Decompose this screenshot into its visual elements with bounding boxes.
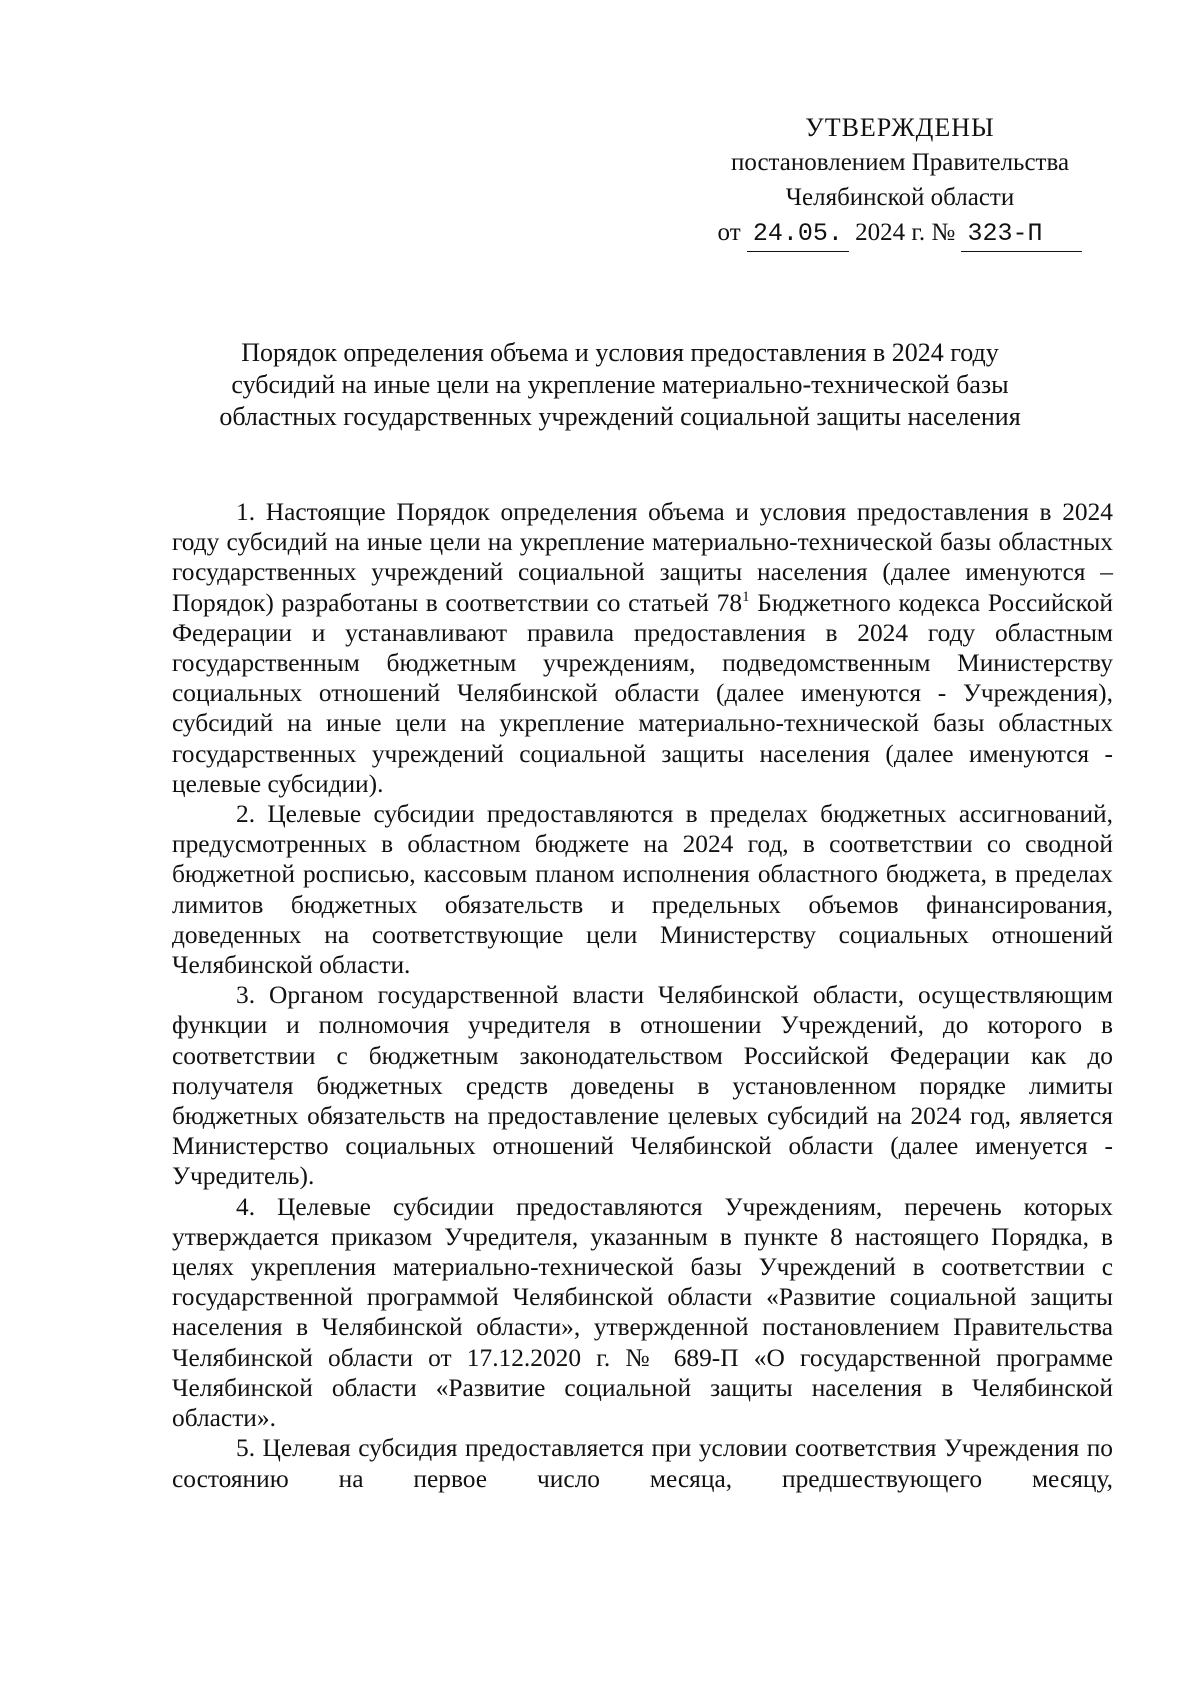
date-prefix: от [717, 219, 741, 246]
resolution-number: 323-П [961, 216, 1082, 252]
approval-line-1: постановлением Правительства [730, 149, 1070, 176]
paragraph-2: 2. Целевые субсидии предоставляются в пределах бюджетных ассигнований, предусмотренных в областном бюджете на 2024 год, в соответствии со сводной бюджетной росписью, кассовым планом исполнения областного бюджета, в пределах лимитов бюджетных обязательств и предельных объемов финансирования, доведенных на соответствующие цели Министерству социальных отношений Челябинской области. [172, 800, 1113, 980]
date-value: 24.05. [747, 216, 849, 252]
paragraph-1 [172, 497, 1113, 799]
paragraph-3: 3. Органом государственной власти Челябинской области, осуществляющим функции и полномочия учредителя в отношении Учреждений, до которого в соответствии с бюджетным законодательством Российской Федерации как до получателя бюджетных средств доведены в установленном порядке лимиты бюджетных обязательств на предоставление целевых субсидий на 2024 год, является Министерство социальных отношений Челябинской области (далее именуется - Учредитель). [172, 981, 1113, 1191]
article-superscript: 1 [742, 588, 750, 605]
paragraph-5: 5. Целевая субсидия предоставляется при условии соответствия Учреждения по состоянию на первое число месяца, предшествующего месяцу, [172, 1434, 1113, 1493]
paragraph-1-part-2: Бюджетного кодекса Российской Федерации и устанавливают правила предоставления в 2024 году областным государственным бюджетным учреждениям, подведомственным Министерству социальных отношений Челябинской области (далее именуются - Учреждения), субсидий на иные цели на укрепление материально-технической базы областных государственных учреждений социальной защиты населения (далее именуются - целевые субсидии). [172, 588, 1114, 798]
title-line-3: областных государственных учреждений социальной защиты населения [219, 402, 1021, 431]
title-line-1: Порядок определения объема и условия предоставления в 2024 году [241, 338, 999, 367]
document-body [172, 497, 1113, 1494]
title-line-2: субсидий на иные цели на укрепление материально-технической базы [231, 370, 1009, 399]
year-text: 2024 г. № [855, 219, 956, 246]
approval-date-line [690, 215, 1110, 252]
approval-stamp: УТВЕРЖДЕНЫ [805, 113, 995, 142]
approval-line-2: Челябинской области [785, 184, 1015, 211]
paragraph-1-part-1: 1. Настоящие Порядок определения объема и условия предоставления в 2024 году субсидий на иные цели на укрепление материально-технической базы областных государственных учреждений социальной защиты населения (далее именуются – Порядок) разработаны в соответствии со статьей 78 [172, 498, 1113, 617]
document-title [140, 337, 1100, 433]
paragraph-4: 4. Целевые субсидии предоставляются Учреждениям, перечень которых утверждается приказом Учредителя, указанным в пункте 8 настоящего Порядка, в целях укрепления материально-технической базы Учреждений в соответствии с государственной программой Челябинской области «Развитие социальной защиты населения в Челябинской области», утвержденной постановлением Правительства Челябинской области от 17.12.2020 г. № 689-П «О государственной программе Челябинской области «Развитие социальной защиты населения в Челябинской области». [172, 1192, 1113, 1433]
approval-block [690, 110, 1110, 252]
